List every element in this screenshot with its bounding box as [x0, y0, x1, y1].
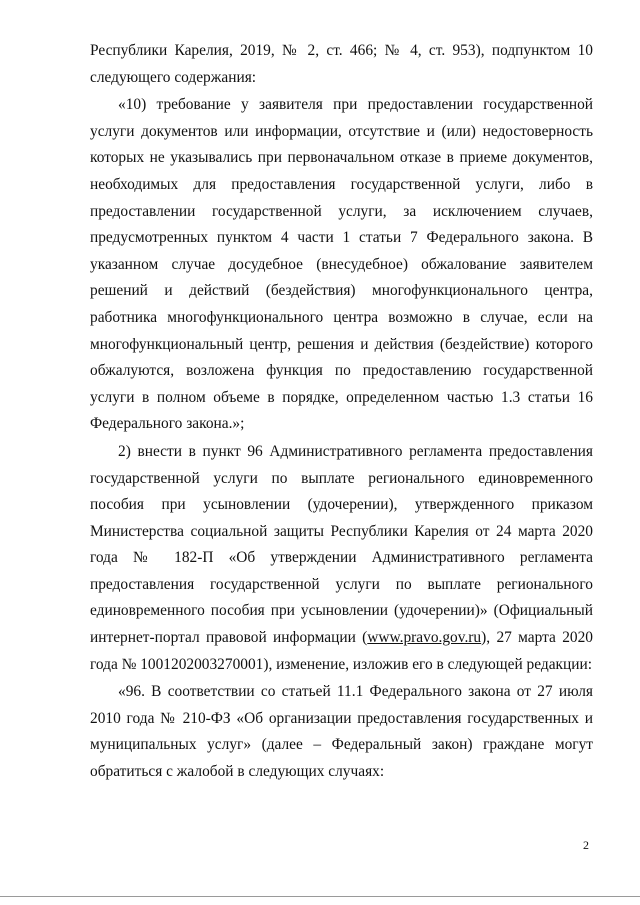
paragraph-subitem-10: «10) требование у заявителя при предоставлении государственной услуги документов или информации, отсутствие и (или) недостоверность которых не указывались при первоначальном отказе в приеме документов, необходимых для предоставления государственной услуги, либо в предоставлении государственной услуги, за исключением случаев, предусмотренных пунктом 4 части 1 статьи 7 Федерального закона. В указанном случае досудебное (внесудебное) обжалование заявителем решений и действий (бездействия) многофункционального центра, работника многофункционального центра возможно в случае, если на многофункциональный центр, решения и действия (бездействие) которого обжалуются, возложена функция по предоставлению государственной услуги в полном объеме в порядке, определенном частью 1.3 статьи 16 Федерального закона.»;: [90, 96, 593, 433]
paragraph-item-96: «96. В соответствии со статьей 11.1 Федерального закона от 27 июля 2010 года № 210-ФЗ «Об организации предоставления государственных и муниципальных услуг» (далее – Федеральный закон) граждане могут обратиться с жалобой в следующих случаях:: [90, 683, 593, 781]
paragraph-continuation: Республики Карелия, 2019, № 2, ст. 466; № 4, ст. 953), подпунктом 10 следующего содержания:: [90, 42, 593, 86]
document-body: [90, 38, 593, 786]
paragraph-item-2-text-before-link: 2) внести в пункт 96 Административного регламента предоставления государственной услуги по выплате регионального единовременного пособия при усыновлении (удочерении), утвержденного приказом Министерства социальной защиты Республики Карелия от 24 марта 2020 года № 182-П «Об утверждении Административного регламента предоставления государственной услуги по выплате регионального единовременного пособия при усыновлении (удочерении)» (Официальный интернет-портал правовой информации (: [90, 442, 593, 647]
page-number: 2: [583, 838, 589, 852]
paragraph-item-2: [90, 439, 593, 678]
bottom-rule: [0, 896, 640, 897]
pravo-gov-link[interactable]: www.pravo.gov.ru: [367, 629, 482, 647]
paragraph-item-2-text-after-link: ), 27 марта 2020 года № 1001202003270001), изменение, изложив его в следующей редакции:: [90, 629, 593, 673]
